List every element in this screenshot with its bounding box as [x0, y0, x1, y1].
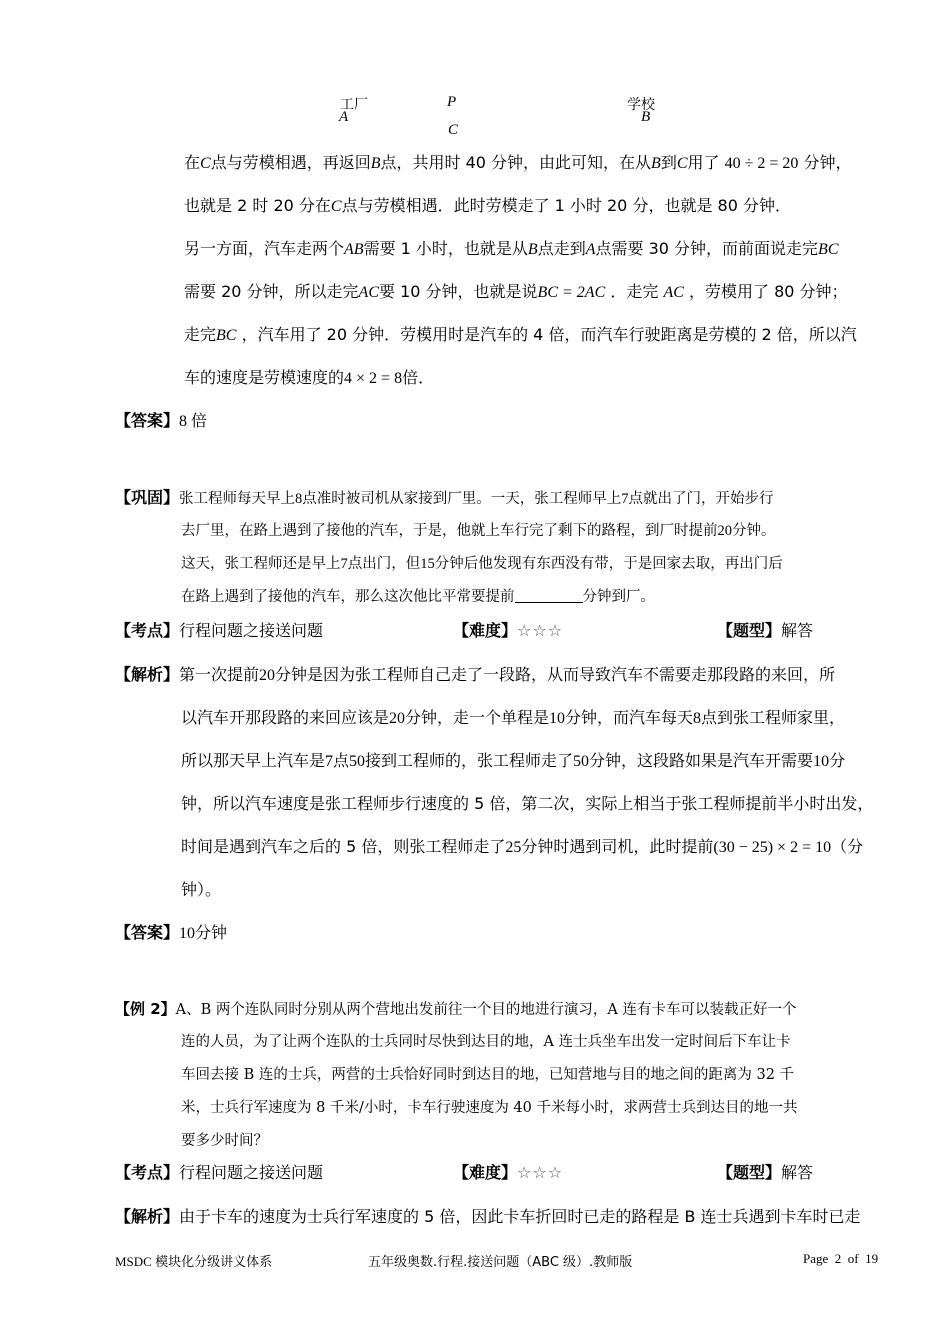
- kaodian-tag: 【考点】: [115, 1163, 180, 1182]
- solution-line: 也就是 2 时 20 分在C点与劳模相遇．此时劳模走了 1 小时 20 分，也就是 80 分钟．: [184, 196, 791, 215]
- answer-number: 10: [179, 925, 196, 942]
- answer-unit: 分钟: [195, 923, 228, 942]
- nandu-tag: 【难度】: [453, 621, 518, 640]
- analysis-line: 由于卡车的速度为士兵行军速度的 5 倍，因此卡车折回时已走的路程是 B 连士兵遇到卡车时已走: [179, 1207, 861, 1226]
- solution-line: 走完BC ，汽车用了 20 分钟．劳模用时是汽车的 4 倍，而汽车行驶距离是劳模的 2 倍，所以汽: [184, 325, 857, 344]
- tixing-tag: 【题型】: [717, 1163, 782, 1182]
- tixing-tag: 【题型】: [717, 621, 782, 640]
- problem-line: 去厂里，在路上遇到了接他的汽车，于是，他就上车行完了剩下的路程，到厂时提前20分钟。: [181, 523, 776, 539]
- solution-line: 车的速度是劳模速度的4 × 2 = 8倍．: [184, 368, 435, 387]
- solution-line: 需要 20 分钟，所以走完AC要 10 分钟，也就是说BC = 2AC ．走完 AC ，劳模用了 80 分钟；: [184, 282, 848, 301]
- answer-blank: [515, 588, 583, 603]
- answer-value: 8 倍: [179, 413, 208, 430]
- problem-line: 米，士兵行军速度为 8 千米/小时，卡车行驶速度为 40 千米每小时，求两营士兵到达目的地一共: [181, 1100, 798, 1116]
- analysis-line: 以汽车开那段路的来回应该是20分钟，走一个单程是10分钟，而汽车每天8点到张工程师家里，: [181, 708, 846, 727]
- answer-block: [115, 923, 227, 944]
- tixing-value: 解答: [781, 1163, 814, 1182]
- consolidation-tag: 【巩固】: [115, 488, 180, 507]
- analysis-tag: 【解析】: [115, 665, 180, 684]
- problem-line: 在路上遇到了接他的汽车，那么这次他比平常要提前 分钟到厂。: [181, 589, 655, 605]
- footer-center: 五年级奥数.行程.接送问题（ABC 级）.教师版: [368, 1255, 633, 1270]
- solution-line: 在C点与劳模相遇，再返回B点，共用时 40 分钟，由此可知，在从B到C用了 40 ÷ 2 = 20 分钟，: [184, 153, 852, 172]
- kaodian-value: 行程问题之接送问题: [179, 621, 324, 640]
- point-a-label: A: [339, 109, 349, 125]
- difficulty-stars: ☆☆☆: [517, 1163, 564, 1182]
- point-b-label: B: [641, 109, 651, 125]
- analysis-block: [115, 1207, 861, 1227]
- analysis-line: 【解析】第一次提前20分钟是因为张工程师自己走了一段路，从而导致汽车不需要走那段路的来回，所: [115, 665, 836, 684]
- difficulty-stars: ☆☆☆: [517, 621, 564, 640]
- point-p-label: P: [447, 94, 457, 110]
- kaodian-tag: 【考点】: [115, 621, 180, 640]
- school-label: 学校: [627, 97, 655, 113]
- answer-tag: 【答案】: [115, 411, 180, 430]
- analysis-tag: 【解析】: [115, 1207, 180, 1226]
- analysis-line: 钟，所以汽车速度是张工程师步行速度的 5 倍，第二次，实际上相当于张工程师提前半小时出发，: [181, 794, 874, 813]
- answer-block: [115, 411, 207, 432]
- example-tag: 【例 2】: [115, 1000, 176, 1018]
- page-number: Page 2 of 19: [803, 1251, 879, 1266]
- problem-line: 要多少时间？: [181, 1133, 268, 1149]
- solution-line: 另一方面，汽车走两个AB需要 1 小时，也就是从B点走到A点需要 30 分钟，而前面说走完BC: [184, 239, 839, 258]
- point-c-label: C: [448, 122, 459, 138]
- footer-left: MSDC 模块化分级讲义体系: [115, 1254, 273, 1270]
- problem-line: 连的人员，为了让两个连队的士兵同时尽快到达目的地，A 连士兵坐车出发一定时间后下车让卡: [181, 1034, 791, 1050]
- problem-line: 【巩固】张工程师每天早上8点准时被司机从家接到厂里。一天，张工程师早上7点就出了门，开始步行: [115, 488, 774, 507]
- problem-line: 【例 2】A、B 两个连队同时分别从两个营地出发前往一个目的地进行演习，A 连有卡车可以装载正好一个: [115, 1000, 797, 1018]
- analysis-line: 所以那天早上汽车是7点50接到工程师的，张工程师走了50分钟，这段路如果是汽车开需要10分: [181, 751, 846, 770]
- answer-tag: 【答案】: [115, 923, 180, 942]
- problem-line: 车回去接 B 连的士兵，两营的士兵恰好同时到达目的地，已知营地与目的地之间的距离为 32 千: [181, 1067, 795, 1083]
- kaodian-value: 行程问题之接送问题: [179, 1163, 324, 1182]
- problem-line: 这天，张工程师还是早上7点出门，但15分钟后他发现有东西没有带，于是回家去取，再出门后: [181, 556, 783, 572]
- analysis-line: 时间是遇到汽车之后的 5 倍，则张工程师走了25分钟时遇到司机，此时提前(30 − 25) × 2 = 10（分: [181, 837, 864, 856]
- nandu-tag: 【难度】: [453, 1163, 518, 1182]
- analysis-line: 钟）。: [181, 880, 222, 899]
- tixing-value: 解答: [781, 621, 814, 640]
- factory-label: 工厂: [340, 97, 368, 113]
